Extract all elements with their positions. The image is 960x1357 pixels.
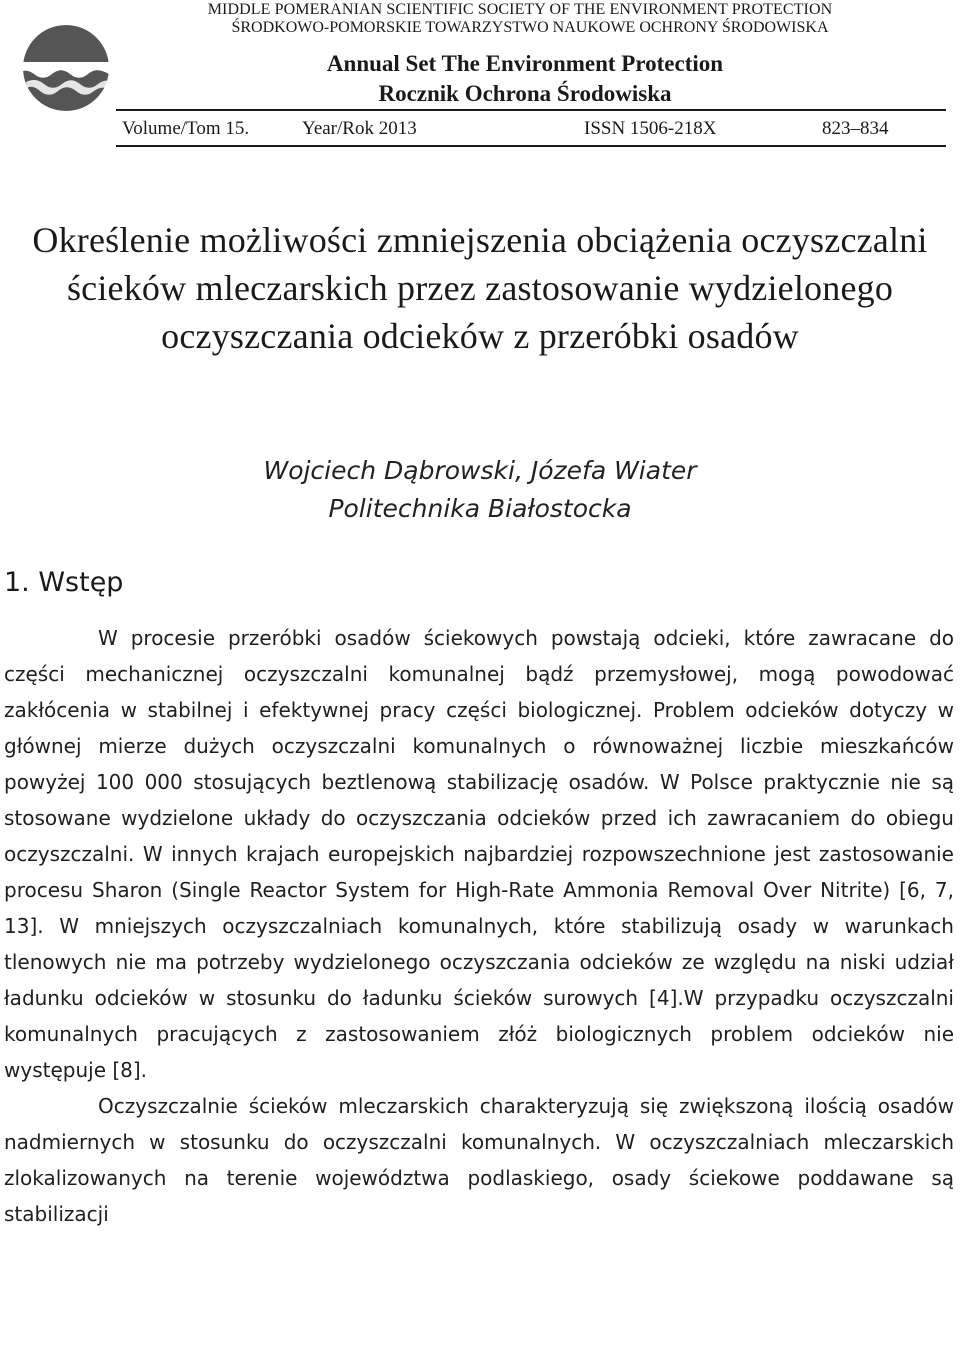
author-affiliation: Politechnika Białostocka [328,494,632,523]
year-label: Year/Rok 2013 [302,118,417,139]
journal-title-pl: Rocznik Ochrona Środowiska [378,81,672,106]
society-logo-icon [22,24,110,112]
article-title: Określenie możliwości zmniejszenia obciążenia oczyszczalni ścieków mleczarskich przez zastosowanie wydzielonego oczyszczania odcieków z przeróbki osadów [32,220,928,356]
paragraph: W procesie przeróbki osadów ściekowych powstają odcieki, które zawracane do części mechanicznej oczyszczalni komunalnej bądź przemysłowej, mogą powodować zakłócenia w stabilnej i efektywnej pracy części biologicznej. Problem odcieków dotyczy w głównej mierze dużych oczyszczalni komunalnych o równoważnej liczbie mieszkańców powyżej 100 000 stosujących beztlenową stabilizację osadów. W Polsce praktycznie nie są stosowane wydzielone układy do oczyszczania odcieków przed ich zawracaniem do obiegu oczyszczalni. W innych krajach europejskich najbardziej rozpowszechnione jest zastosowanie procesu Sharon (Single Reactor System for High-Rate Ammonia Removal Over Nitrite) [6, 7, 13]. W mniejszych oczyszczalniach komunalnych, które stabilizują osady w warunkach tlenowych nie ma potrzeby wydzielonego oczyszczania odcieków ze względu na niski udział ładunku odcieków w stosunku do ładunku ścieków surowych [4].W przypadku oczyszczalni komunalnych pracujących z zastosowaniem złóż biologicznych problem odcieków nie występuje [8]. [4,626,954,1082]
header-bottom-rule [116,145,946,147]
society-name-en: MIDDLE POMERANIAN SCIENTIFIC SOCIETY OF THE ENVIRONMENT PROTECTION [207,1,833,18]
society-name-pl: ŚRODKOWO-POMORSKIE TOWARZYSTWO NAUKOWE OCHRONY ŚRODOWISKA [231,19,829,36]
section-heading: 1. Wstęp [4,567,124,598]
issn-label: ISSN 1506-218X [584,118,717,139]
article-body [4,620,954,1355]
header-top-rule [116,109,946,111]
page-range: 823–834 [822,118,889,139]
journal-title-en: Annual Set The Environment Protection [326,51,724,76]
author-names: Wojciech Dąbrowski, Józefa Wiater [263,456,697,485]
journal-header [0,0,960,150]
volume-label: Volume/Tom 15. [122,118,250,139]
author-block [200,452,760,528]
paragraph: Oczyszczalnie ścieków mleczarskich charakteryzują się zwiększoną ilością osadów nadmiernych w stosunku do oczyszczalni komunalnych. W oczyszczalniach mleczarskich zlokalizowanych na terenie województwa podlaskiego, osady ściekowe poddawane są stabilizacji [4,1094,954,1226]
